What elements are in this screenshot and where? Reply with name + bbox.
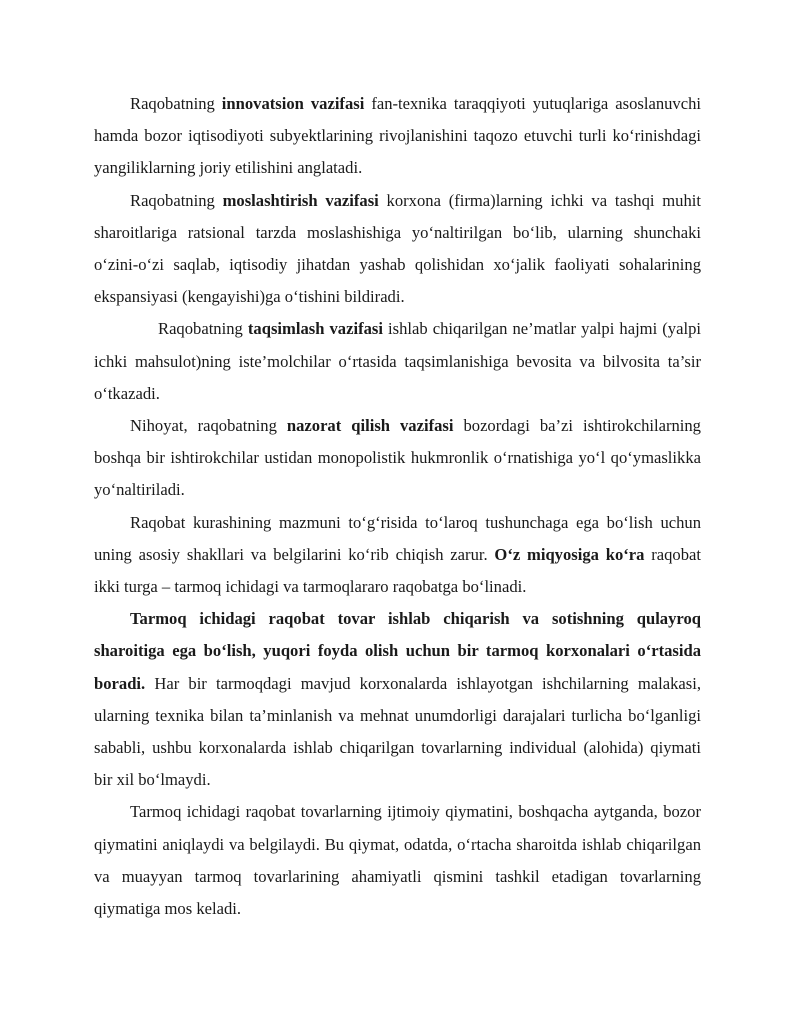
term-control-function: nazorat qilish vazifasi (286, 416, 454, 436)
document-body (94, 88, 701, 925)
paragraph-intra-industry-competition (94, 603, 701, 796)
paragraph-text: Tarmoq ichidagi raqobat tovarlarning ijtimoiy qiymatini, boshqacha aytganda, bozor qiymatini aniqlaydi va belgilaydi. Bu qiymat, odatda, o‘rtacha sharoitda ishlab chiqarilgan va muayyan tarmoq tovarlarining ahamiyatli qismini tashkil etadigan tovarlarning qiymatiga mos keladi. (94, 802, 701, 919)
paragraph-text: Nihoyat, raqobatning (130, 416, 287, 436)
paragraph-text: fan-texnika taraqqiyoti yutuqlariga asoslanuvchi hamda bozor iqtisodiyoti subyektlarining rivojlanishini taqozo etuvchi turli ko‘rinishdagi yangiliklarning joriy etilishini anglatadi. (94, 94, 702, 178)
paragraph-text: ishlab chiqarilgan ne’matlar yalpi hajmi (yalpi ichki mahsulot)ning iste’molchilar o‘rtasida taqsimlanishiga bevosita va bilvosita ta’sir o‘tkazadi. (94, 319, 701, 403)
term-intra-industry-definition: Tarmoq ichidagi raqobat tovar ishlab chiqarish va sotishning qulayroq sharoitiga ega bo‘lish, yuqori foyda olish uchun bir tarmoq korxonalari o‘rtasida boradi. (94, 609, 701, 693)
paragraph-text: Raqobatning (158, 319, 248, 339)
paragraph-competition-forms (94, 507, 701, 604)
paragraph-control-function (94, 410, 701, 507)
paragraph-text: Har bir tarmoqdagi mavjud korxonalarda ishlayotgan ishchilarning malakasi, ularning texnika bilan ta’minlanish va mehnat unumdorligi darajalari turlicha bo‘lganligi sababli, ushbu korxonalarda ishlab chiqarilgan tovarlarning individual (alohida) qiymati bir xil bo‘lmaydi. (94, 673, 701, 790)
paragraph-text: Raqobat kurashining mazmuni to‘g‘risida to‘laroq tushunchaga ega bo‘lish uchun uning asosiy shakllari va belgilarini ko‘rib chiqish zarur. (94, 512, 701, 564)
paragraph-market-value (94, 796, 701, 925)
term-distribution-function: taqsimlash vazifasi (247, 319, 383, 339)
term-by-scale: O‘z miqyosiga ko‘ra (494, 544, 645, 564)
paragraph-text: bozordagi ba’zi ishtirokchilarning boshqa bir ishtirokchilar ustidan monopolistik hukmronlik o‘rnatishiga yo‘l qo‘ymaslikka yo‘naltiriladi. (94, 416, 701, 500)
paragraph-text: Raqobatning (130, 94, 222, 113)
paragraph-distribution-function (94, 313, 701, 410)
paragraph-innovation-function (94, 88, 701, 185)
paragraph-text: raqobat ikki turga – tarmoq ichidagi va tarmoqlararo raqobatga bo‘linadi. (94, 544, 701, 597)
paragraph-text: korxona (firma)larning ichki va tashqi muhit sharoitlariga ratsional tarzda moslashishiga yo‘naltirilgan bo‘lib, ularning shunchaki o‘zini-o‘zi saqlab, iqtisodiy jihatdan yashab qolishidan xo‘jalik faoliyati sohalarining ekspansiyasi (kengayishi)ga o‘tishini bildiradi. (94, 190, 701, 307)
paragraph-text: Raqobatning (130, 190, 223, 210)
paragraph-adaptation-function (94, 185, 701, 314)
term-innovation-function: innovatsion vazifasi (221, 94, 365, 113)
term-adaptation-function: moslashtirish vazifasi (222, 190, 379, 210)
